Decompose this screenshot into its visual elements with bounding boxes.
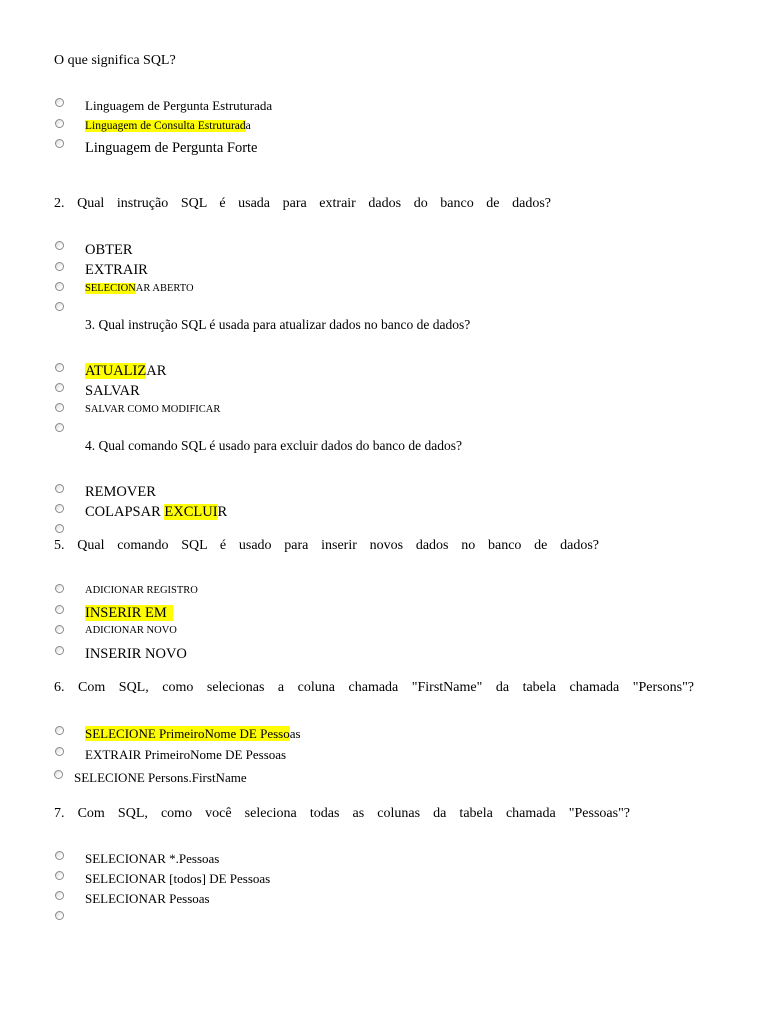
radio-button-icon[interactable] [55,302,64,311]
q5-option-3: ADICIONAR NOVO [85,625,177,636]
q1-option-2 [85,117,251,135]
q3-option-2: SALVAR [85,383,140,399]
q4-option-1: REMOVER [85,484,156,500]
q2-option-3-rest: AR ABERTO [135,283,194,294]
highlight: ATUALIZ [85,363,147,379]
q3-option-1-rest: AR [146,363,167,379]
q4-option-2-rest: R [217,504,228,520]
radio-button-icon[interactable] [55,625,64,634]
question-4: 4. Qual comando SQL é usado para excluir dados do banco de dados? [85,438,463,453]
radio-button-icon[interactable] [55,871,64,880]
radio-button-icon[interactable] [55,363,64,372]
q1-option-2-rest: a [245,120,251,132]
q4-option-2 [85,503,227,521]
highlight: Linguagem de Consulta Estruturad [85,120,246,132]
question-3: 3. Qual instrução SQL é usada para atualizar dados no banco de dados? [85,317,471,332]
q7-option-3: SELECIONAR Pessoas [85,891,210,906]
radio-button-icon[interactable] [55,605,64,614]
question-1: O que significa SQL? [54,53,176,68]
radio-button-icon[interactable] [55,282,64,291]
q6-option-3: SELECIONE Persons.FirstName [74,770,247,785]
q3-option-3: SALVAR COMO MODIFICAR [85,404,221,415]
q6-option-1 [85,725,301,743]
radio-button-icon[interactable] [55,524,64,533]
q4-option-2-pre: COLAPSAR [85,504,165,520]
q2-option-2: EXTRAIR [85,262,148,278]
q7-option-1: SELECIONAR *.Pessoas [85,851,220,866]
radio-button-icon[interactable] [55,891,64,900]
radio-button-icon[interactable] [55,241,64,250]
radio-button-icon[interactable] [55,423,64,432]
radio-button-icon[interactable] [55,851,64,860]
radio-button-icon[interactable] [55,383,64,392]
highlight: SELECION [85,283,136,294]
q1-option-3: Linguagem de Pergunta Forte [85,140,258,156]
radio-button-icon[interactable] [55,911,64,920]
q5-option-1: ADICIONAR REGISTRO [85,585,198,596]
radio-button-icon[interactable] [55,747,64,756]
radio-button-icon[interactable] [55,584,64,593]
radio-button-icon[interactable] [55,484,64,493]
q7-option-2: SELECIONAR [todos] DE Pessoas [85,871,271,886]
q3-option-1 [85,362,166,380]
question-7: 7. Com SQL, como você seleciona todas as colunas da tabela chamada "Pessoas"? [54,806,630,821]
radio-button-icon[interactable] [54,770,63,779]
question-6: 6. Com SQL, como selecionas a coluna chamada "FirstName" da tabela chamada "Persons"? [54,680,694,695]
radio-button-icon[interactable] [55,726,64,735]
q1-option-1: Linguagem de Pergunta Estruturada [85,98,273,113]
radio-button-icon[interactable] [55,119,64,128]
q6-option-2: EXTRAIR PrimeiroNome DE Pessoas [85,747,287,762]
radio-button-icon[interactable] [55,139,64,148]
radio-button-icon[interactable] [55,262,64,271]
radio-button-icon[interactable] [55,504,64,513]
q2-option-1: OBTER [85,242,133,258]
q2-option-3 [85,280,194,298]
highlight: EXCLUI [164,504,218,520]
highlight: SELECIONE PrimeiroNome DE Pesso [85,726,290,741]
question-2: 2. Qual instrução SQL é usada para extrair dados do banco de dados? [54,196,551,211]
q5-option-2 [85,604,173,622]
q6-option-1-rest: as [289,726,301,741]
radio-button-icon[interactable] [55,98,64,107]
radio-button-icon[interactable] [55,646,64,655]
highlight: INSERIR EM [85,605,173,621]
q5-option-4: INSERIR NOVO [85,646,187,662]
question-5: 5. Qual comando SQL é usado para inserir novos dados no banco de dados? [54,538,599,553]
radio-button-icon[interactable] [55,403,64,412]
